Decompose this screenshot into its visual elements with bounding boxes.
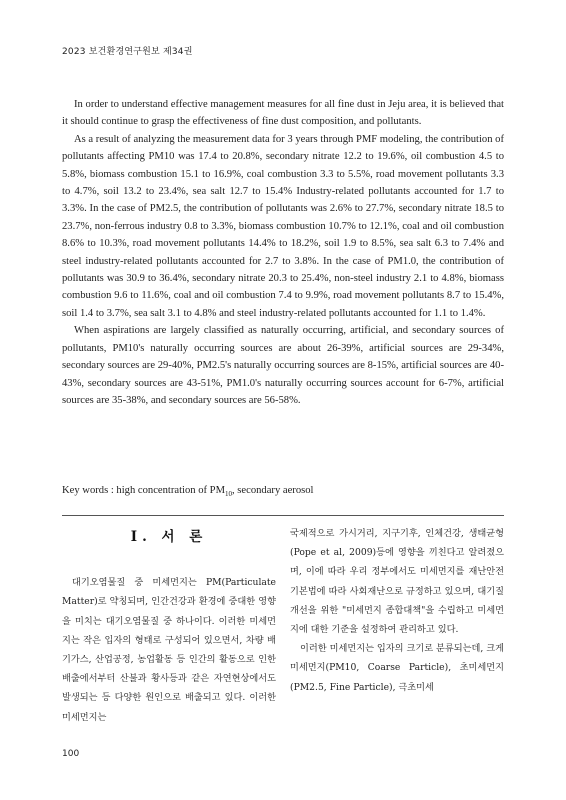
keywords: [62, 485, 504, 498]
abstract-paragraph-3: When aspirations are largely classified as naturally occurring, artificial, and secondary sources of pollutants, PM10's naturally occurring sources are about 26-39%, artificial sources are 29-34%, secondary sources are 29-40%, PM2.5's naturally occurring sources are 8-15%, artificial sources are 40-43%, secondary sources are 43-51%, PM1.0's naturally occurring sources account for 6-7%, artificial sources are 35-38%, and secondary sources are 56-58%.: [62, 325, 504, 406]
section-title: I. 서 론: [130, 529, 208, 545]
section-divider: [62, 515, 504, 516]
running-header: 2023 보건환경연구원보 제34권: [62, 47, 193, 57]
body-column-left: [62, 528, 276, 727]
keywords-subscript: 10: [225, 490, 232, 499]
body-paragraph-1: 대기오염물질 중 미세먼지는 PM(Particulate Matter)로 약칭되며, 인간건강과 환경에 중대한 영향을 미치는 대기오염물질 중 하나이다. 이러한 미세먼지는 작은 입자의 형태로 구성되어 있으면서, 차량 배기가스, 산업공정, 농업활동 등 인간의 활동으로 인한 배출에서부터 산불과 황사등과 같은 자연현상에서도 발생되는 등 다양한 원인으로 배출되고 있다. 이러한 미세먼지는: [62, 577, 276, 723]
body-column-right: [290, 524, 504, 697]
body-paragraph-continued: 국제적으로 가시거리, 지구기후, 인체건강, 생태균형(Pope et al, 2009)등에 영향을 끼친다고 알려졌으며, 이에 따라 우리 정부에서도 미세먼지를 재난안전기본법에 따라 사회재난으로 규정하고 있으며, 대기질 개선을 위한 "미세먼지 종합대책"을 수립하고 미세먼지에 대한 기준을 설정하여 관리하고 있다.: [290, 528, 504, 636]
abstract-paragraph-1: In order to understand effective management measures for all fine dust in Jeju area, it is believed that it should continue to grasp the effectiveness of fine dust composition, and pollutants.: [62, 99, 504, 128]
keywords-suffix: , secondary aerosol: [232, 485, 314, 496]
page-number: 100: [62, 749, 80, 759]
abstract-paragraph-2: As a result of analyzing the measurement data for 3 years through PMF modeling, the contribution of pollutants affecting PM10 was 17.4 to 20.8%, secondary nitrate 12.2 to 19.6%, oil combustion 4.5 to 5.8%, biomass combustion 15.1 to 16.9%, coal combustion 3.3 to 5.5%, road movement pollutants 3.3 to 4.7%, soil 13.2 to 23.4%, sea salt 12.7 to 15.4% Industry-related pollutants accounted for 1.7 to 3.3%. In the case of PM2.5, the contribution of pollutants was 2.6% to 27.7%, secondary nitrate 18.5 to 23.7%, non-ferrous industry 0.8 to 3.3%, biomass combustion 10.7% to 12.1%, coal and oil combustion 8.6% to 10.3%, road movement pollutants 14.4% to 18.2%, soil 1.9 to 8.5%, sea salt 6.3 to 7.4% and steel industry-related pollutants accounted for 2.7 to 3.8%. In the case of PM1.0, the contribution of pollutants was 30.9 to 36.4%, secondary nitrate 20.3 to 25.4%, non-steel industry 2.1 to 4.8%, biomass combustion 9.6 to 11.6%, coal and oil combustion 7.4 to 9.9%, road movement pollutants 8.7 to 15.4%, soil 1.4 to 3.7%, sea salt 3.1 to 4.8% and steel industry-related pollutants accounted for 1.1 to 1.4%.: [62, 133, 504, 319]
abstract: [62, 96, 504, 409]
keywords-prefix: Key words : high concentration of PM: [62, 485, 225, 496]
body-paragraph-2: 이러한 미세먼지는 입자의 크기로 분류되는데, 크게 미세먼지(PM10, Coarse Particle), 초미세먼지(PM2.5, Fine Particle), 극초미세: [290, 643, 504, 693]
